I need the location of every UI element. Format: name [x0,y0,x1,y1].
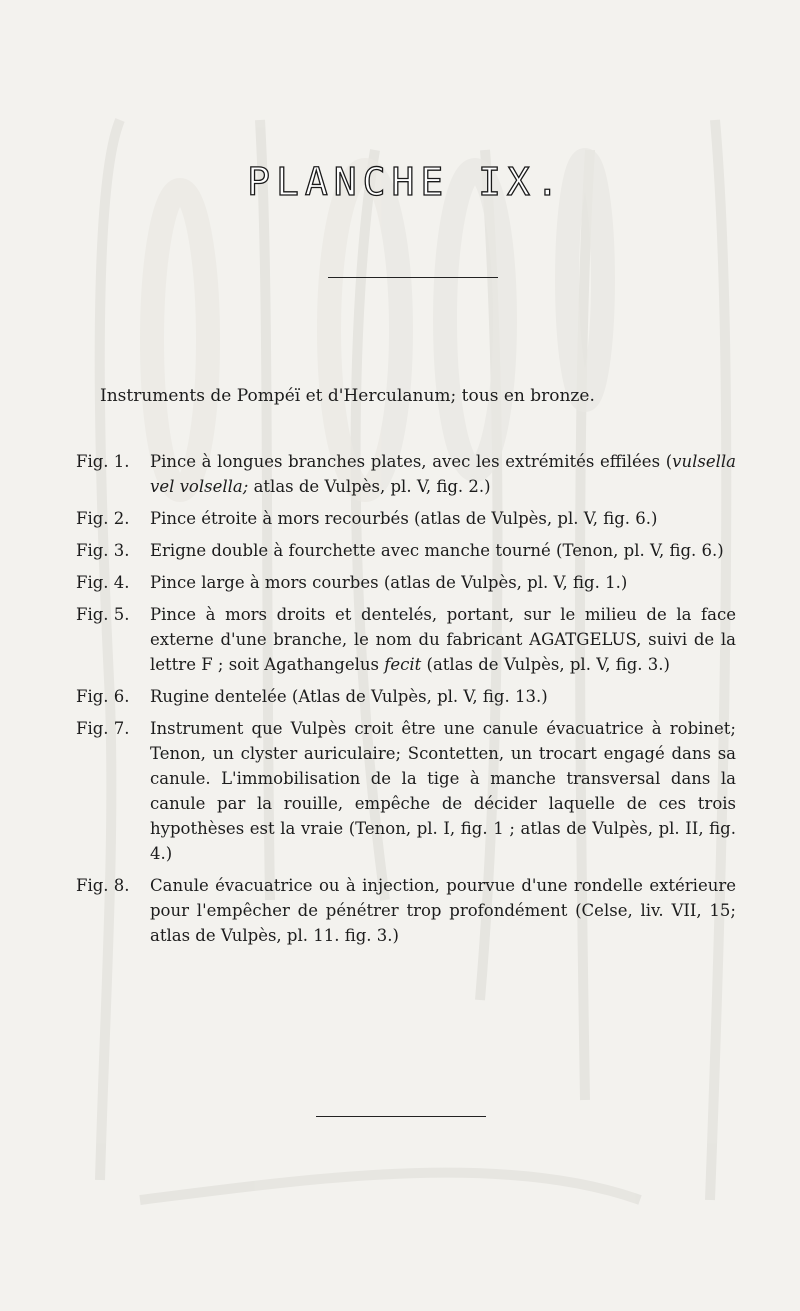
figure-entry [76,602,736,677]
figure-label: Fig. 1. [76,452,130,471]
figure-entry [76,684,736,709]
figure-entry [76,506,736,531]
figure-entry [76,449,736,499]
figure-label: Fig. 4. [76,573,130,592]
figure-list [76,449,736,955]
figure-description: Canule évacuatrice ou à injection, pourvue d'une rondelle extérieure pour l'empêcher de pénétrer trop profondément (Celse, liv. VII, 15; atlas de Vulpès, pl. 11. fig. 3.) [150,876,736,945]
figure-description: Instrument que Vulpès croit être une canule évacuatrice à robinet; Tenon, un clyster auriculaire; Scontetten, un trocart engagé dans sa canule. L'immobilisation de la tige à manche transversal dans la canule par la rouille, empêche de décider laquelle de ces trois hypothèses est la vraie (Tenon, pl. I, fig. 1 ; atlas de Vulpès, pl. II, fig. 4.) [150,719,736,863]
figure-description: Pince étroite à mors recourbés (atlas de Vulpès, pl. V, fig. 6.) [150,509,658,528]
figure-text-part: (atlas de Vulpès, pl. V, fig. 3.) [421,655,670,674]
figure-label: Fig. 2. [76,509,130,528]
figure-text-part: Pince à mors droits et dentelés, portant, sur le milieu de la face externe d'une branche, le nom du fabricant AGATGELUS, suivi de la lettre F ; soit Agathangelus [150,605,736,674]
figure-text-italic: vulsella vel volsella; [150,452,736,496]
intro-line: Instruments de Pompéï et d'Herculanum; tous en bronze. [100,386,595,406]
figure-text-part: atlas de Vulpès, pl. V, fig. 2.) [248,477,491,496]
figure-description [150,602,736,677]
figure-text-part: Pince à longues branches plates, avec les extrémités effilées ( [150,452,673,471]
figure-label: Fig. 5. [76,605,130,624]
figure-description: Erigne double à fourchette avec manche tourné (Tenon, pl. V, fig. 6.) [150,541,724,560]
figure-label: Fig. 7. [76,719,130,738]
page-title: PLANCHE IX. [247,160,565,204]
title-divider [328,277,498,278]
figure-description [150,449,736,499]
closing-divider [316,1116,486,1117]
figure-description: Rugine dentelée (Atlas de Vulpès, pl. V, fig. 13.) [150,687,548,706]
figure-description: Pince large à mors courbes (atlas de Vulpès, pl. V, fig. 1.) [150,573,628,592]
figure-entry [76,716,736,866]
figure-entry [76,570,736,595]
figure-label: Fig. 6. [76,687,130,706]
figure-text-italic: fecit [384,655,422,674]
figure-label: Fig. 3. [76,541,130,560]
figure-entry [76,873,736,948]
figure-entry [76,538,736,563]
figure-label: Fig. 8. [76,876,130,895]
